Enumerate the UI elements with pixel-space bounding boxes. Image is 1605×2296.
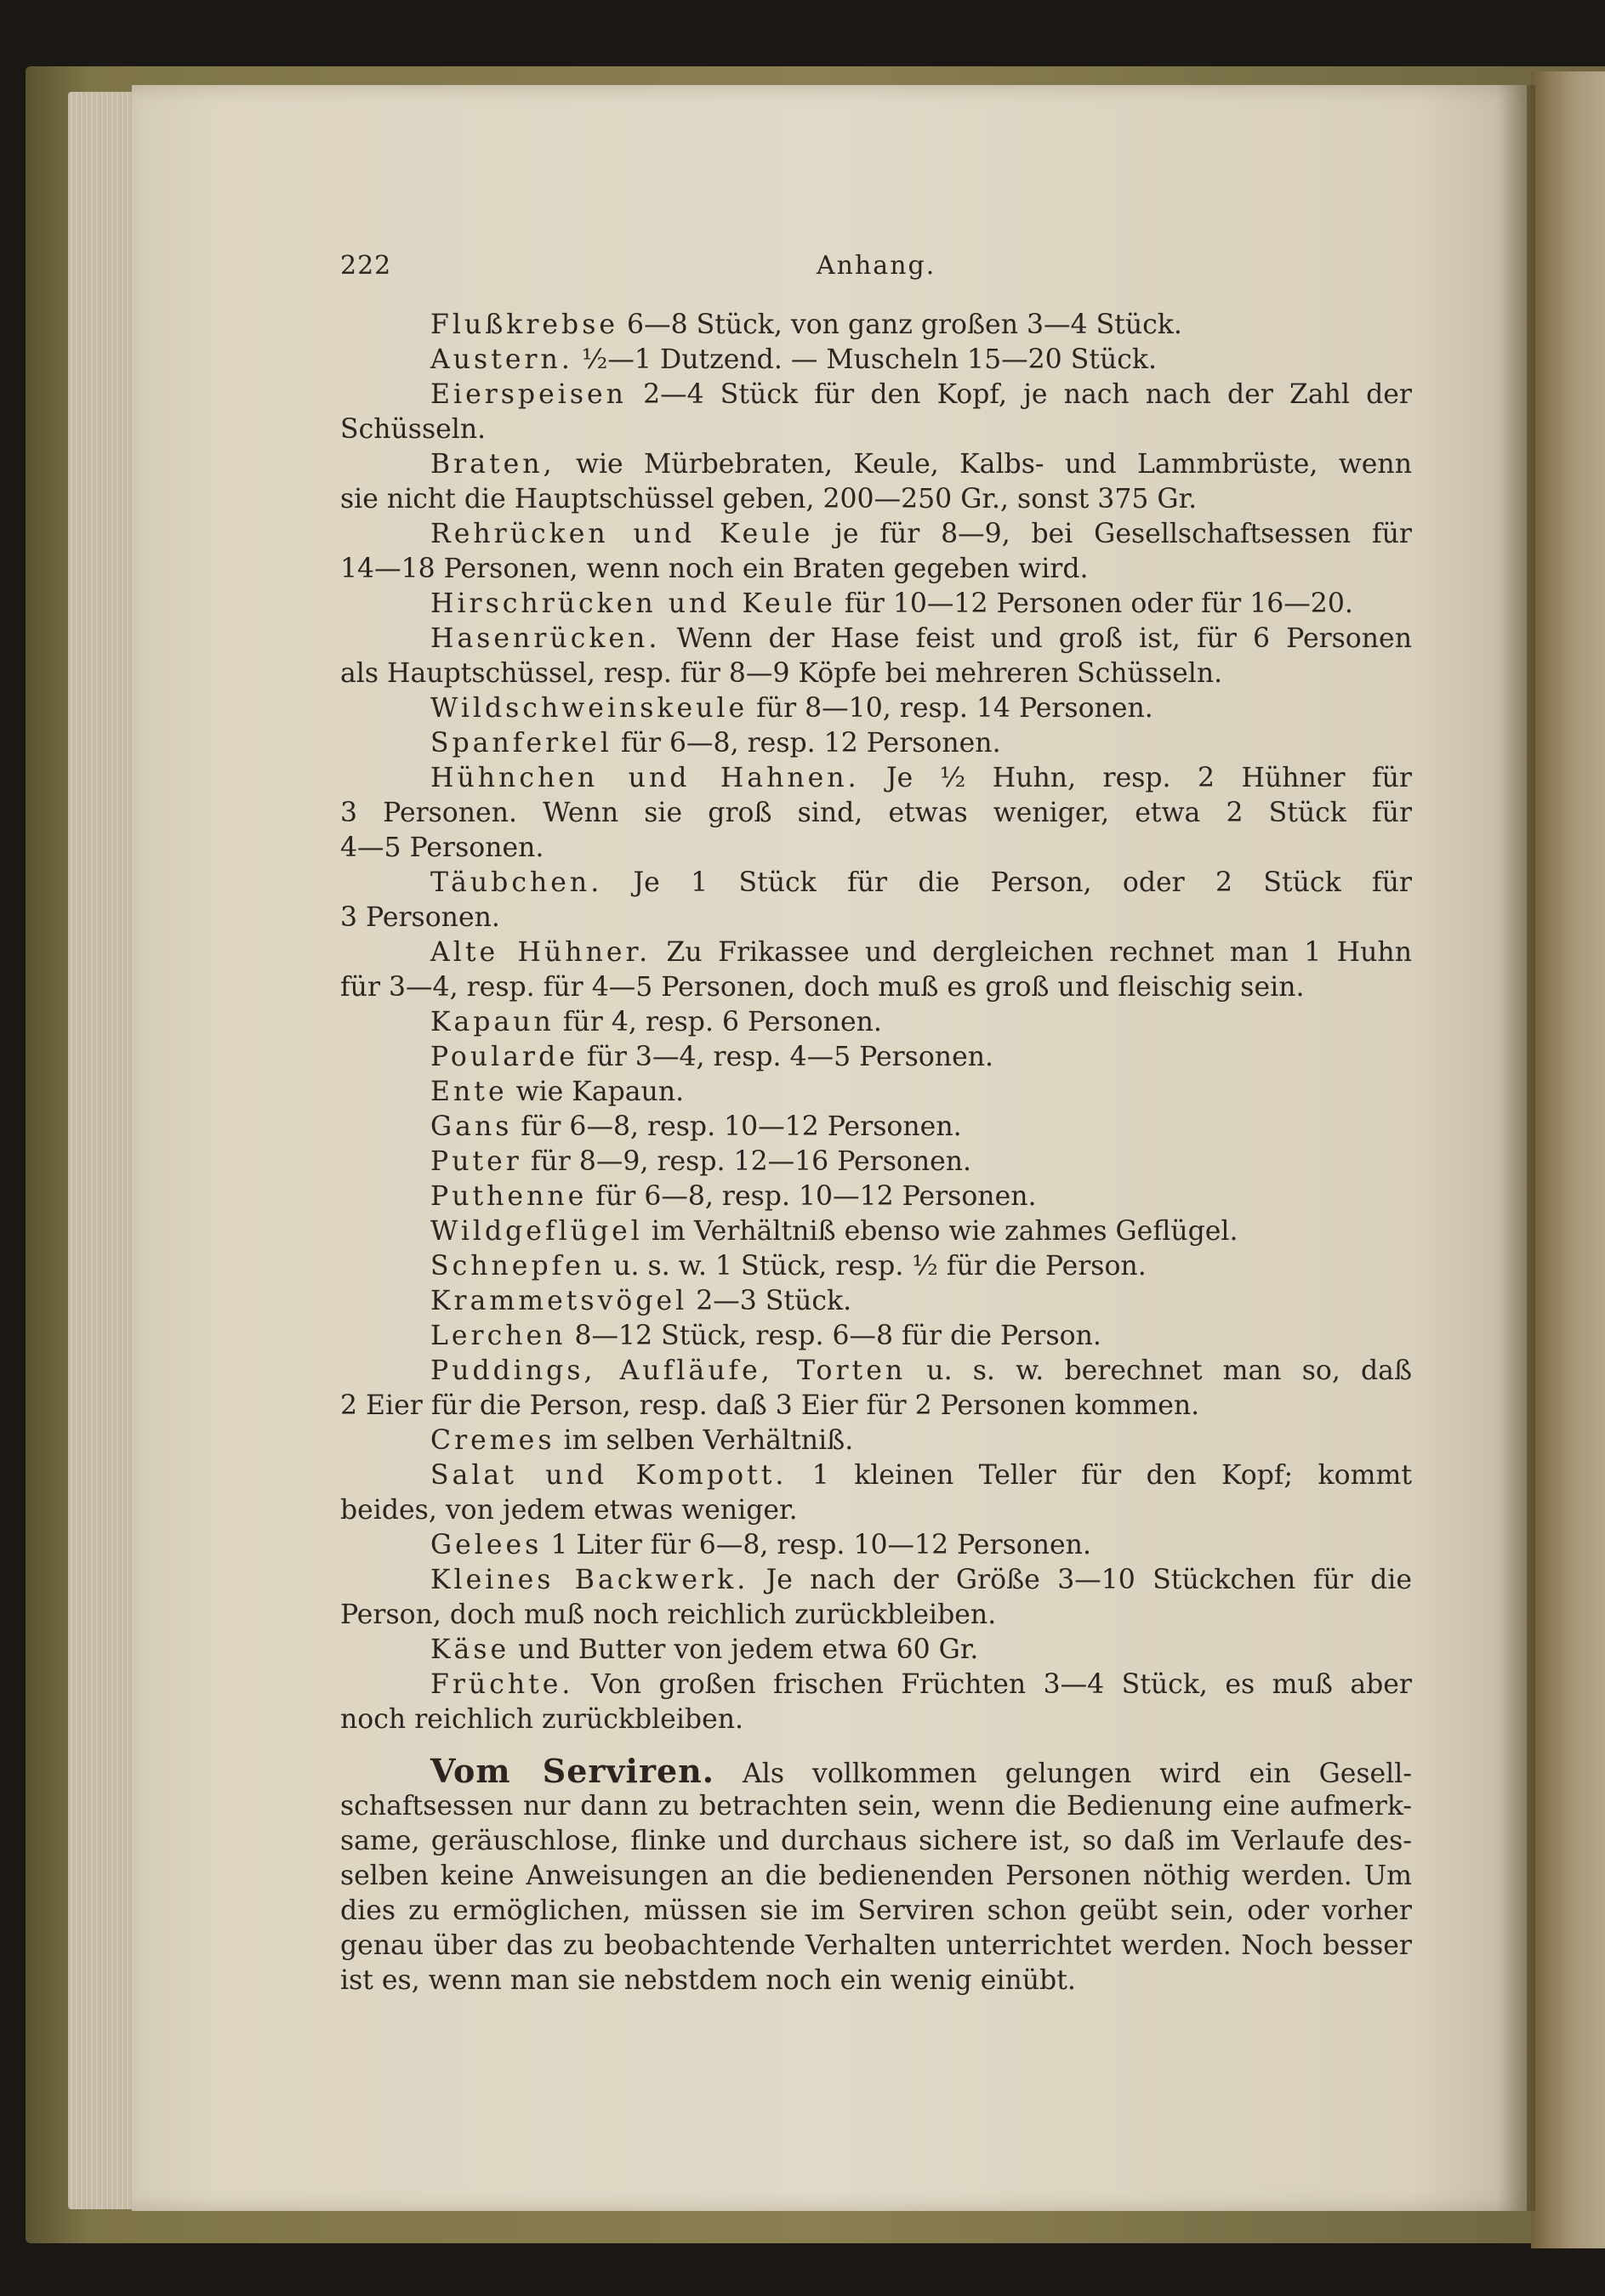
entry-line: Flußkrebse 6—8 Stück, von ganz großen 3—4 Stück. [430, 310, 1182, 340]
entry-line: Poularde für 3—4, resp. 4—5 Personen. [430, 1042, 994, 1072]
entry-line: Hirschrücken und Keule für 10—12 Personen oder für 16—20. [430, 588, 1353, 619]
entry-line: Cremes im selben Verhältniß. [430, 1425, 854, 1456]
entry-line: noch reichlich zurückbleiben. [340, 1704, 744, 1735]
page-number: 222 [340, 251, 392, 281]
entry-line: Krammetsvögel 2—3 Stück. [430, 1286, 852, 1316]
entry-line: Puddings, Aufläufe, Torten u. s. w. berechnet man so, daß [430, 1355, 1412, 1386]
paragraph-line: same, geräuschlose, flinke und durchaus sichere ist, so daß im Verlaufe des- [340, 1826, 1412, 1856]
page-header [340, 251, 1412, 285]
entry-line: beides, von jedem etwas weniger. [340, 1495, 798, 1526]
entry-line: Schnepfen u. s. w. 1 Stück, resp. ½ für die Person. [430, 1251, 1147, 1282]
gutter-shadow [1497, 85, 1535, 2211]
entry-line: Hühnchen und Hahnen. Je ½ Huhn, resp. 2 Hühner für [430, 763, 1412, 793]
entry-line: Puthenne für 6—8, resp. 10—12 Personen. [430, 1181, 1037, 1212]
entry-line: Kapaun für 4, resp. 6 Personen. [430, 1007, 882, 1037]
entry-line: 3 Personen. Wenn sie groß sind, etwas weniger, etwa 2 Stück für [340, 798, 1412, 828]
entry-line: Früchte. Von großen frischen Früchten 3—4 Stück, es muß aber [430, 1669, 1412, 1700]
next-page-edge [1531, 71, 1605, 2248]
paragraph-line: selben keine Anweisungen an die bedienenden Personen nöthig werden. Um [340, 1861, 1412, 1891]
entry-line: 14—18 Personen, wenn noch ein Braten gegeben wird. [340, 554, 1089, 584]
entry-line: Braten, wie Mürbebraten, Keule, Kalbs- und Lammbrüste, wenn [430, 449, 1412, 480]
entry-line: Wildschweinskeule für 8—10, resp. 14 Personen. [430, 693, 1153, 724]
running-head: Anhang. [817, 251, 936, 281]
paragraph-line: dies zu ermöglichen, müssen sie im Serviren schon geübt sein, oder vorher [340, 1895, 1412, 1926]
entry-line: Wildgeflügel im Verhältniß ebenso wie zahmes Geflügel. [430, 1216, 1238, 1247]
entry-line: Ente wie Kapaun. [430, 1077, 685, 1107]
entry-line: Käse und Butter von jedem etwa 60 Gr. [430, 1634, 979, 1665]
entry-line: Salat und Kompott. 1 kleinen Teller für den Kopf; kommt [430, 1460, 1412, 1491]
entry-line: 2 Eier für die Person, resp. daß 3 Eier für 2 Personen kommen. [340, 1390, 1200, 1421]
page-edges [68, 92, 136, 2209]
entry-line: Kleines Backwerk. Je nach der Größe 3—10 Stückchen für die [430, 1565, 1412, 1595]
entry-line: Rehrücken und Keule je für 8—9, bei Gesellschaftsessen für [430, 519, 1412, 549]
section-title: Vom Serviren. [430, 1752, 714, 1790]
entry-line: Alte Hühner. Zu Frikassee und dergleichen rechnet man 1 Huhn [430, 937, 1412, 968]
entry-line: Schüsseln. [340, 414, 487, 445]
entry-line: Puter für 8—9, resp. 12—16 Personen. [430, 1146, 972, 1177]
entry-line: Täubchen. Je 1 Stück für die Person, oder 2 Stück für [430, 867, 1412, 898]
entry-line: Lerchen 8—12 Stück, resp. 6—8 für die Person. [430, 1321, 1101, 1351]
entry-line: 4—5 Personen. [340, 833, 544, 863]
entry-line: Person, doch muß noch reichlich zurückbleiben. [340, 1600, 997, 1630]
section-serving-first-line: Vom Serviren. Als vollkommen gelungen wird ein Gesell- [430, 1752, 1412, 1790]
entry-line: Austern. ½—1 Dutzend. — Muscheln 15—20 Stück. [430, 344, 1157, 375]
entry-line: sie nicht die Hauptschüssel geben, 200—250 Gr., sonst 375 Gr. [340, 484, 1198, 514]
paragraph-line: ist es, wenn man sie nebstdem noch ein wenig einübt. [340, 1965, 1076, 1996]
entry-line: Hasenrücken. Wenn der Hase feist und groß ist, für 6 Personen [430, 623, 1412, 654]
entry-line: Gans für 6—8, resp. 10—12 Personen. [430, 1111, 962, 1142]
entry-line: für 3—4, resp. für 4—5 Personen, doch muß es groß und fleischig sein. [340, 972, 1305, 1003]
entry-line: Eierspeisen 2—4 Stück für den Kopf, je nach nach der Zahl der [430, 379, 1412, 410]
entry-line: 3 Personen. [340, 902, 500, 933]
paragraph-line: schaftsessen nur dann zu betrachten sein, wenn die Bedienung eine aufmerk- [340, 1791, 1412, 1821]
entry-line: Spanferkel für 6—8, resp. 12 Personen. [430, 728, 1001, 759]
paragraph-line: genau über das zu beobachtende Verhalten unterrichtet werden. Noch besser [340, 1930, 1412, 1961]
entry-line: Gelees 1 Liter für 6—8, resp. 10—12 Personen. [430, 1530, 1091, 1560]
entry-line: als Hauptschüssel, resp. für 8—9 Köpfe bei mehreren Schüsseln. [340, 658, 1223, 689]
